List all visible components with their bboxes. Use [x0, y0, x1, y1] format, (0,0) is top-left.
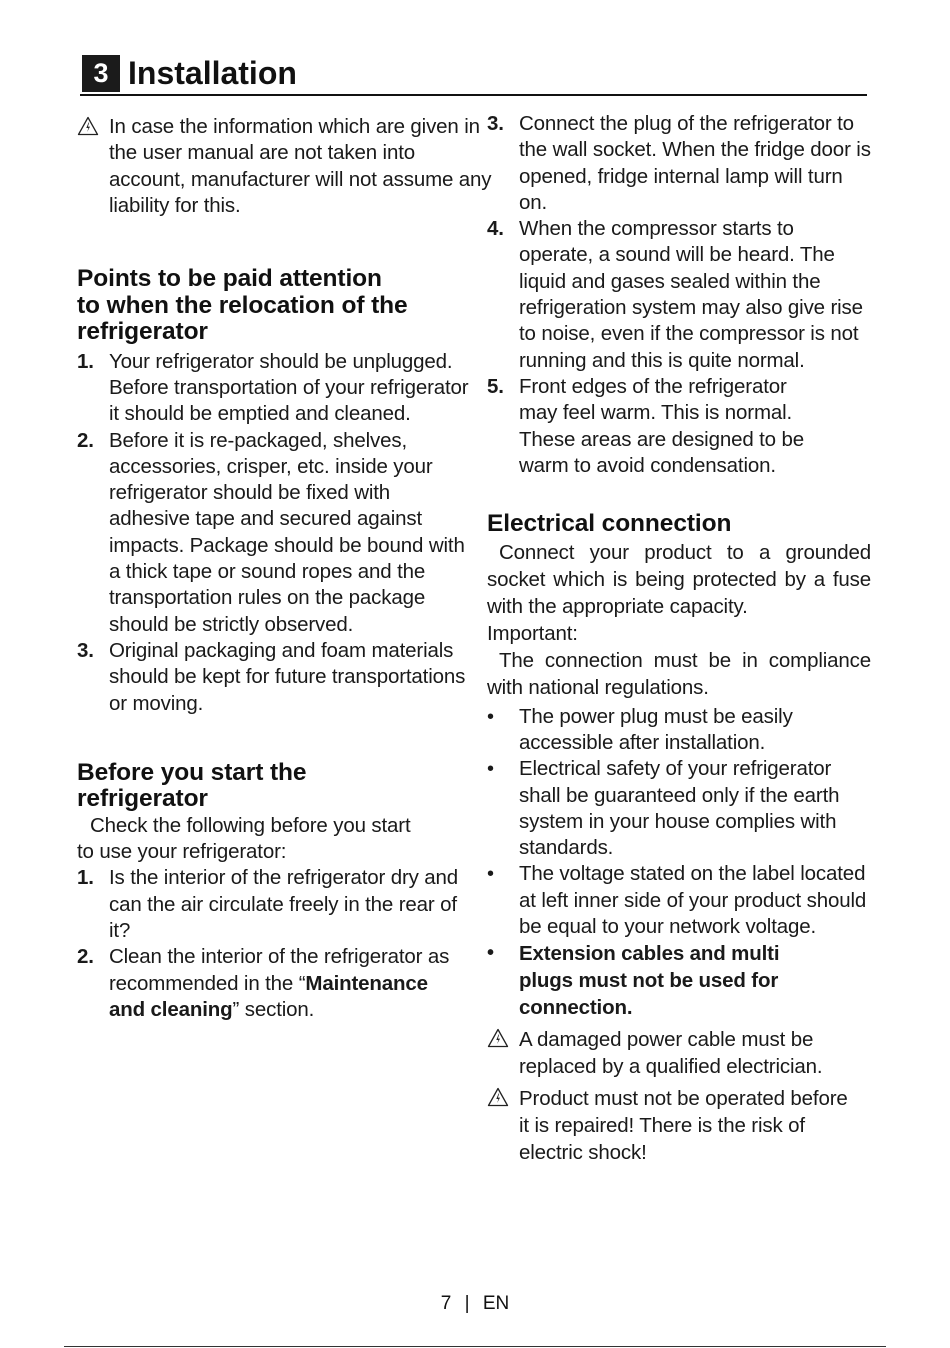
- page-number: 7: [440, 1293, 452, 1314]
- footer-separator: |: [464, 1293, 470, 1314]
- electrical-para-2: The connection must be in compliance with national regulations.: [487, 648, 871, 699]
- relocation-heading-line: refrigerator: [77, 318, 208, 346]
- item-text: When the compressor starts to operate, a sound will be heard. The liquid and gases sealed within the refrigeration system may also give rise to noise, even if the compressor is not running and this is quite normal.: [519, 217, 863, 372]
- item-number: 3.: [487, 112, 504, 135]
- language-code: EN: [482, 1293, 510, 1314]
- item-number: 3.: [77, 638, 94, 662]
- chapter-number: 3: [82, 55, 120, 92]
- item-text: Front edges of the refrigerator may feel warm. This is normal. These areas are designed to be warm to avoid condensation.: [519, 374, 804, 477]
- relocation-heading: [77, 266, 469, 346]
- electrical-bullets: [487, 704, 871, 1022]
- electrical-heading: Electrical connection: [487, 510, 732, 538]
- before-start-heading-line: refrigerator: [77, 785, 208, 813]
- item-number: 2.: [77, 428, 94, 452]
- list-item: [487, 111, 871, 216]
- warning-text: Product must not be operated before it is repaired! There is the risk of electric shock!: [519, 1087, 848, 1165]
- electric-warning-icon: [77, 116, 99, 136]
- item-number: 1.: [77, 349, 94, 373]
- page-footer: [0, 1293, 950, 1315]
- bullet-icon: •: [487, 758, 494, 781]
- list-item: [77, 349, 469, 428]
- list-item: [487, 704, 871, 757]
- electrical-important: Important:: [487, 621, 578, 645]
- electrical-para-1: Connect your product to a grounded socket which is being protected by a fuse with the appropriate capacity.: [487, 540, 871, 618]
- item-text: Before it is re-packaged, shelves, accessories, crisper, etc. inside your refrigerator should be fixed with adhesive tape and secured against impacts. Package should be bound with a thick tape or sound ropes and the transportation rules on the package should be strictly observed.: [109, 428, 465, 636]
- item-text: Extension cables and multi plugs must not be used for connection.: [519, 942, 780, 1020]
- warning-damaged-cable: [487, 1026, 871, 1080]
- maintenance-cleaning-reference: Maintenance and cleaning: [109, 971, 428, 1021]
- warning-text: A damaged power cable must be replaced by a qualified electrician.: [519, 1028, 823, 1079]
- list-item: [77, 428, 469, 638]
- bullet-icon: •: [487, 705, 494, 728]
- item-text: The voltage stated on the label located at left inner side of your product should be equal to your network voltage.: [519, 862, 867, 939]
- before-start-intro: Check the following before you start to use your refrigerator:: [77, 813, 411, 864]
- item-text: Is the interior of the refrigerator dry and can the air circulate freely in the rear of it?: [109, 866, 459, 943]
- item-number: 1.: [77, 866, 94, 890]
- left-column: [77, 114, 492, 1023]
- footer-rule: [64, 1346, 886, 1347]
- before-start-heading: [77, 760, 469, 813]
- before-start-heading-line: Before you start the: [77, 758, 307, 786]
- relocation-list: [77, 349, 469, 717]
- item-text: ” section.: [232, 997, 315, 1021]
- chapter-header: [80, 52, 867, 96]
- list-item: [487, 861, 871, 940]
- list-item: [487, 756, 871, 861]
- chapter-title: Installation: [128, 55, 297, 91]
- item-text: Your refrigerator should be unplugged. Before transportation of your refrigerator it should be emptied and cleaned.: [109, 349, 469, 426]
- right-column: [487, 111, 871, 1166]
- electric-warning-icon: [487, 1087, 509, 1107]
- item-text: Electrical safety of your refrigerator shall be guaranteed only if the earth system in your house complies with standards.: [519, 757, 840, 860]
- item-number: 2.: [77, 945, 94, 969]
- item-text: Connect the plug of the refrigerator to the wall socket. When the fridge door is opened, fridge internal lamp will turn on.: [519, 112, 871, 214]
- list-item: [487, 374, 871, 479]
- item-number: 4.: [487, 217, 504, 241]
- electric-warning-icon: [487, 1028, 509, 1048]
- item-number: 5.: [487, 374, 504, 398]
- relocation-heading-line: to when the relocation of the: [77, 291, 408, 319]
- warning-intro: [77, 114, 494, 219]
- item-text: Original packaging and foam materials should be kept for future transportations or moving.: [109, 638, 466, 715]
- bullet-icon: •: [487, 863, 494, 886]
- relocation-heading-line: Points to be paid attention: [77, 265, 382, 293]
- item-text: Clean the interior of the refrigerator as recommended in the “: [109, 945, 450, 995]
- list-item: [77, 944, 469, 1023]
- warning-electric-shock: [487, 1085, 871, 1166]
- list-item: [487, 940, 871, 1021]
- before-start-list: [77, 865, 469, 1023]
- list-item: [77, 865, 469, 944]
- continued-list: [487, 111, 871, 479]
- item-text: The power plug must be easily accessible after installation.: [519, 704, 793, 754]
- list-item: [77, 638, 469, 717]
- list-item: [487, 216, 871, 374]
- warning-intro-text: In case the information which are given in the user manual are not taken into account, manufacturer will not assume any liability for this.: [109, 115, 492, 217]
- bullet-icon: •: [487, 942, 494, 965]
